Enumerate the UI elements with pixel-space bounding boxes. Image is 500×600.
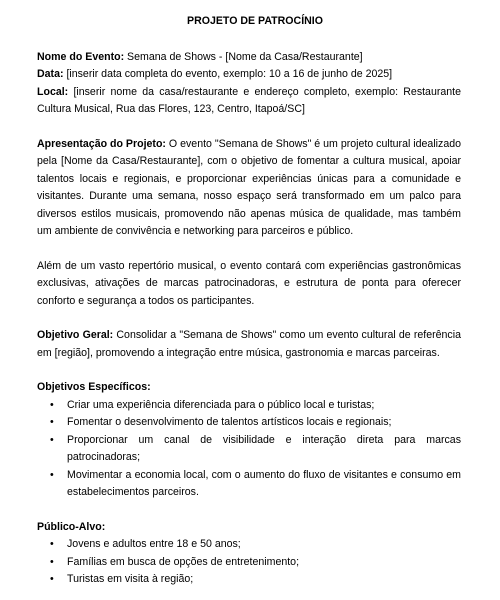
general-objective-paragraph xyxy=(37,327,461,362)
event-name-value: Semana de Shows - [Nome da Casa/Restaurante] xyxy=(124,50,363,63)
list-item-text: Fomentar o desenvolvimento de talentos artísticos locais e regionais; xyxy=(67,416,392,428)
event-date-label: Data: xyxy=(37,68,64,80)
bullet-icon: • xyxy=(50,433,54,446)
general-objective-text: Consolidar a "Semana de Shows" como um evento cultural de referência em [região], promovendo a integração entre música, gastronomia e marcas parceiras. xyxy=(37,329,461,359)
presentation-section xyxy=(37,136,461,311)
list-item xyxy=(37,554,461,572)
document-title: PROJETO DE PATROCÍNIO xyxy=(187,15,323,27)
event-date-line xyxy=(37,66,461,84)
specific-objectives-heading: Objetivos Específicos: xyxy=(37,381,151,393)
bullet-icon: • xyxy=(50,468,54,481)
list-item xyxy=(37,414,461,432)
list-item xyxy=(37,536,461,554)
list-item xyxy=(37,397,461,415)
specific-objectives-section xyxy=(37,379,461,502)
presentation-paragraph-2: Além de um vasto repertório musical, o evento contará com experiências gastronômicas exclusivas, ativações de marcas patrocinadoras, e estrutura de ponta para oferecer conforto e segurança a todos os participantes. xyxy=(37,259,461,307)
event-name-line xyxy=(37,49,461,67)
event-location-value: [inserir nome da casa/restaurante e endereço completo, exemplo: Restaurante Cultura Musical, Rua das Flores, 123, Centro, Itapoá/SC] xyxy=(37,85,461,115)
event-date-value: [inserir data completa do evento, exemplo: 10 a 16 de junho de 2025] xyxy=(63,68,393,80)
bullet-icon: • xyxy=(50,538,54,550)
presentation-label: Apresentação do Projeto: xyxy=(37,137,166,150)
list-item xyxy=(37,571,461,589)
specific-objectives-list xyxy=(37,397,461,502)
bullet-icon: • xyxy=(50,416,54,428)
presentation-paragraph xyxy=(37,136,461,241)
list-item xyxy=(37,467,461,502)
list-item-text: Famílias em busca de opções de entretenimento; xyxy=(67,555,300,568)
list-item xyxy=(37,432,461,467)
event-location-line xyxy=(37,84,461,119)
general-objective-section xyxy=(37,327,461,362)
event-location-label: Local: xyxy=(37,85,69,98)
document-page xyxy=(37,13,461,589)
target-audience-list xyxy=(37,536,461,589)
general-objective-label: Objetivo Geral: xyxy=(37,329,114,341)
event-info xyxy=(37,49,461,119)
list-item-text: Jovens e adultos entre 18 e 50 anos; xyxy=(67,538,241,550)
list-item-text: Criar uma experiência diferenciada para o público local e turistas; xyxy=(67,398,375,411)
bullet-icon: • xyxy=(50,573,54,585)
list-item-text: Turistas em visita à região; xyxy=(67,573,194,585)
presentation-text: O evento "Semana de Shows" é um projeto cultural idealizado pela [Nome da Casa/Restaurante], com o objetivo de fomentar a cultura musical, apoiar talentos locais e regionais, e proporcionar experiências únicas para a comunidade e visitantes. Durante uma semana, nosso espaço será transformado em um palco para diversos estilos musicais, promovendo não apenas música de qualidade, mas também um ambiente de convivência e networking para parceiros e público. xyxy=(37,137,461,237)
target-audience-section xyxy=(37,519,461,589)
list-item-text: Movimentar a economia local, com o aumento do fluxo de visitantes e consumo em estabelecimentos parceiros. xyxy=(67,468,461,498)
bullet-icon: • xyxy=(50,555,54,568)
event-name-label: Nome do Evento: xyxy=(37,50,125,63)
target-audience-heading: Público-Alvo: xyxy=(37,520,106,533)
list-item-text: Proporcionar um canal de visibilidade e interação direta para marcas patrocinadoras; xyxy=(67,433,461,463)
bullet-icon: • xyxy=(50,398,54,411)
